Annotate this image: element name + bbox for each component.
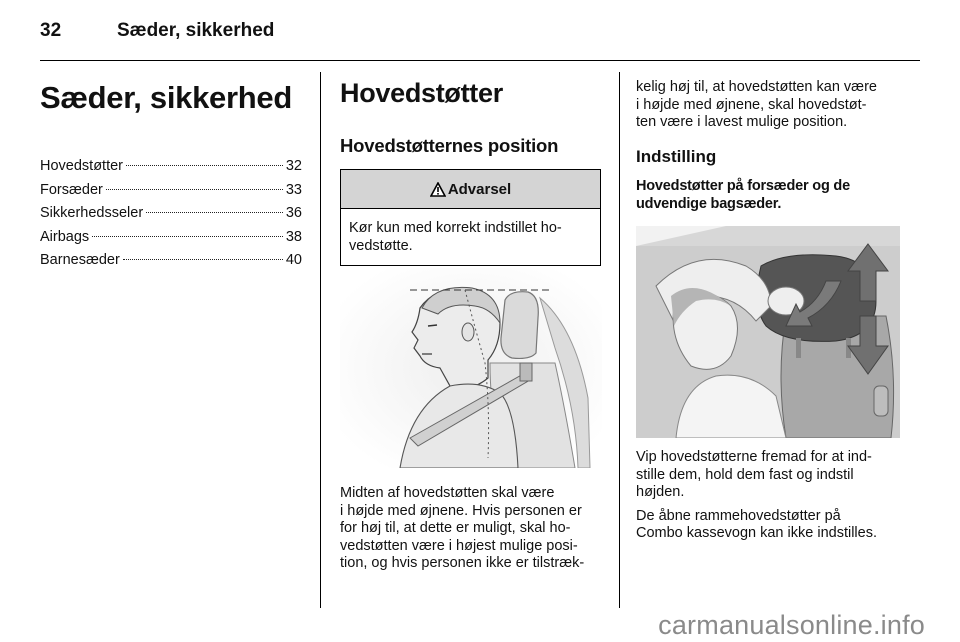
toc-item-sikkerhedsseler[interactable] [40, 205, 302, 229]
body-paragraph [340, 485, 602, 573]
headrest-position-drawing [340, 268, 602, 468]
column-divider-right [619, 72, 620, 608]
toc-leader-dots [146, 212, 283, 213]
chapter-title: Sæder, sikkerhed [40, 80, 292, 115]
warning-text: Kør kun med korrekt indstillet ho-vedstøtte. [349, 220, 562, 254]
warning-box [340, 169, 601, 266]
warning-triangle-icon [430, 182, 446, 197]
header-rule [40, 60, 920, 61]
running-title: Sæder, sikkerhed [117, 20, 275, 41]
text-line: Combo kassevogn kan ikke indstilles. [636, 525, 877, 541]
column-3-body [636, 449, 900, 543]
headrest-position-illustration [340, 268, 602, 468]
subsection-title: Hovedstøtternes position [340, 135, 559, 156]
page-header [40, 20, 920, 50]
toc-page-number: 33 [285, 181, 302, 198]
watermark: carmanualsonline.info [658, 610, 925, 640]
column-3 [636, 79, 900, 213]
section-title: Hovedstøtter [340, 78, 503, 108]
text-line: vedstøtten være i højest mulige posi- [340, 537, 578, 554]
toc-item-airbags[interactable] [40, 229, 302, 253]
toc-leader-dots [92, 236, 283, 237]
headrest-adjustment-drawing [636, 226, 900, 438]
body-paragraph-2 [636, 508, 900, 543]
toc-item-hovedstotter[interactable] [40, 158, 302, 182]
text-line: tion, og hvis personen ikke er tilstræk- [340, 555, 585, 571]
text-line: De åbne rammehovedstøtter på [636, 507, 841, 524]
toc-item-barnesaeder[interactable] [40, 252, 302, 276]
text-line: i højde med øjnene. Hvis personen er [340, 502, 582, 519]
subheading: Hovedstøtter på forsæder og de udvendige bagsæder. [636, 177, 850, 212]
toc-leader-dots [106, 189, 283, 190]
column-divider-left [320, 72, 321, 608]
intro-paragraph [636, 79, 900, 132]
toc-label: Hovedstøtter [40, 158, 123, 174]
headrest-adjustment-photo [636, 226, 900, 438]
text-line: Vip hovedstøtterne fremad for at ind- [636, 449, 872, 465]
column-2-body [340, 485, 602, 573]
text-line: stille dem, hold dem fast og indstil [636, 466, 854, 483]
table-of-contents [40, 158, 302, 276]
toc-page-number: 36 [285, 205, 302, 221]
text-line: ten være i lavest mulige position. [636, 114, 848, 130]
text-line: højden. [636, 484, 685, 500]
toc-label: Barnesæder [40, 252, 120, 268]
text-line: Midten af hovedstøtten skal være [340, 485, 555, 501]
text-line: kelig høj til, at hovedstøtten kan være [636, 79, 877, 95]
column-2 [340, 70, 602, 266]
page-number: 32 [40, 20, 62, 41]
toc-page-number: 40 [285, 252, 302, 268]
toc-page-number: 38 [285, 228, 302, 245]
warning-header [341, 170, 600, 209]
toc-label: Forsæder [40, 181, 103, 198]
toc-leader-dots [123, 259, 283, 260]
column-1 [40, 70, 302, 276]
toc-leader-dots [126, 165, 283, 166]
text-line: for høj til, at dette er muligt, skal ho- [340, 520, 571, 536]
warning-title: Advarsel [447, 180, 512, 198]
toc-item-forsaeder[interactable] [40, 182, 302, 206]
toc-label: Airbags [40, 228, 90, 245]
section-heading-indstilling: Indstilling [636, 146, 717, 166]
toc-page-number: 32 [285, 158, 302, 174]
body-paragraph-1 [636, 449, 900, 502]
toc-label: Sikkerhedsseler [40, 205, 144, 221]
text-line: i højde med øjnene, skal hovedstøt- [636, 96, 867, 113]
